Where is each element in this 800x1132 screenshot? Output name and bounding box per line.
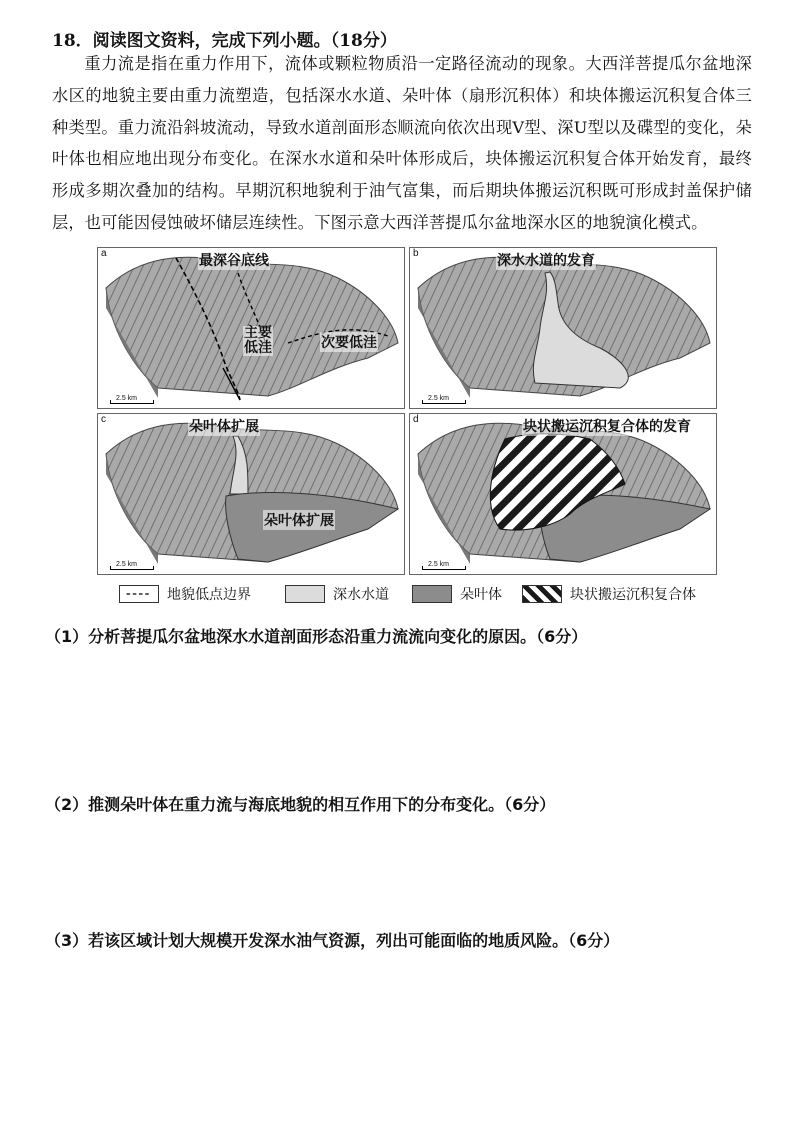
scale-label: 2.5 km: [428, 561, 450, 568]
terrain-illustration-d: [410, 414, 716, 574]
light-gray-swatch: [285, 585, 325, 603]
label-deepest-thalweg: 最深谷底线: [198, 250, 270, 270]
dash-line-swatch: [119, 585, 159, 603]
dark-gray-swatch: [412, 585, 452, 603]
reading-passage: 重力流是指在重力作用下，流体或颗粒物质沿一定路径流动的现象。大西洋菩提瓜尔盆地深水区的地貌主要由重力流塑造，包括深水水道、朵叶体（扇形沉积体）和块体搬运沉积复合体三种类型。重力流沿斜坡流动，导致水道剖面形态顺流向依次出现V型、深U型以及碟型的变化，朵叶体也相应地出现分布变化。在深水水道和朵叶体形成后，块体搬运沉积复合体开始发育，最终形成多期次叠加的结构。早期沉积地貌利于油气富集，而后期块体搬运沉积既可形成封盖保护储层，也可能因侵蚀破坏储层连续性。下图示意大西洋菩提瓜尔盆地深水区的地貌演化模式。: [52, 54, 752, 232]
panel-c: [97, 413, 405, 575]
landform-evolution-figure: [97, 247, 717, 580]
label-mass-transport-development: 块状搬运沉积复合体的发育: [522, 416, 692, 436]
label-secondary-depression: 次要低洼: [320, 332, 378, 352]
label-lobe-expansion-top: 朵叶体扩展: [188, 416, 260, 436]
legend-item-low-boundary: [119, 584, 251, 604]
terrain-illustration-c: [98, 414, 404, 574]
hatch-swatch: [522, 585, 562, 603]
panel-letter: d: [413, 414, 419, 425]
panel-b: [409, 247, 717, 409]
legend-label: 朵叶体: [460, 587, 502, 603]
panel-letter: b: [413, 248, 419, 259]
panel-d: [409, 413, 717, 575]
subquestion-3: （3）若该区域计划大规模开发深水油气资源，列出可能面临的地质风险。（6分）: [45, 931, 620, 950]
legend-item-channel: [285, 584, 389, 604]
legend-item-mass-transport: [522, 584, 696, 604]
panel-letter: c: [101, 414, 106, 425]
label-channel-development: 深水水道的发育: [496, 250, 596, 270]
legend-label: 块状搬运沉积复合体: [570, 587, 696, 603]
legend-item-lobe: [412, 584, 502, 604]
scale-label: 2.5 km: [116, 395, 138, 402]
scale-label: 2.5 km: [428, 395, 450, 402]
panel-letter: a: [101, 248, 107, 259]
question-header: 18．阅读图文资料，完成下列小题。（18分）: [52, 31, 397, 51]
terrain-illustration-b: [410, 248, 716, 408]
subquestion-2: （2）推测朵叶体在重力流与海底地貌的相互作用下的分布变化。（6分）: [45, 795, 556, 814]
figure-legend: [97, 582, 717, 606]
subquestion-1: （1）分析菩提瓜尔盆地深水水道剖面形态沿重力流流向变化的原因。（6分）: [45, 627, 588, 646]
label-lobe-expansion: 朵叶体扩展: [263, 510, 335, 530]
panel-a: [97, 247, 405, 409]
legend-label: 深水水道: [333, 587, 389, 603]
label-main-depression: 主要 低洼: [244, 325, 272, 356]
legend-label: 地貌低点边界: [167, 587, 251, 603]
scale-label: 2.5 km: [116, 561, 138, 568]
